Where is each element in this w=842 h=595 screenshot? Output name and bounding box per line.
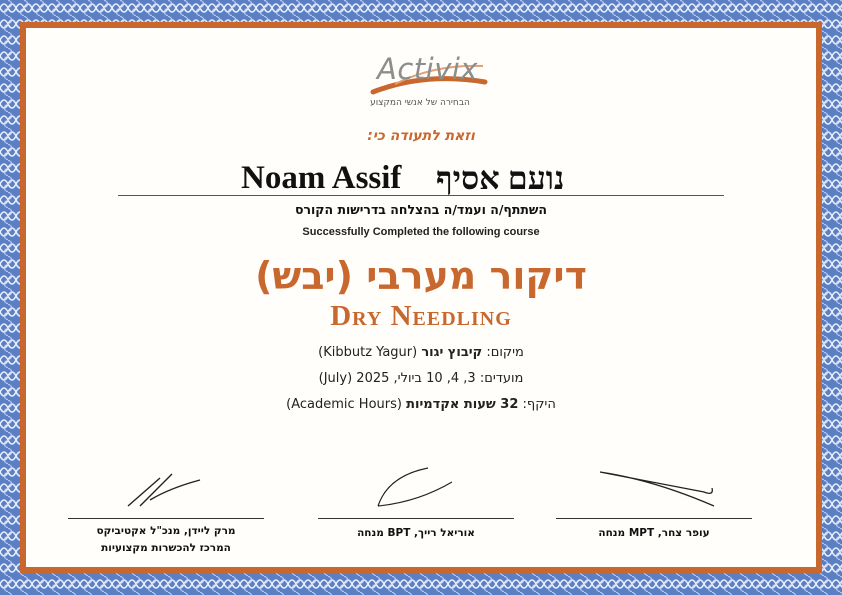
certificate-intro: וזאת לתעודה כי: (367, 128, 475, 144)
location-line (221, 345, 621, 360)
recipient-name-he: נועם אסיף (436, 160, 565, 196)
dates-line (221, 371, 621, 386)
dates-label: מועדים: (479, 371, 524, 386)
completion-text-he: השתתף/ה ועמד/ה בהצלחה בדרישות הקורס (294, 202, 547, 217)
dates-en: (July) (318, 371, 353, 386)
location-value: קיבוץ יגור (421, 345, 483, 360)
scope-value: 32 שעות אקדמיות (406, 397, 519, 412)
course-title-en: Dry Needling (330, 300, 512, 332)
logo-tagline: הבחירה של אנשי המקצוע (370, 98, 470, 108)
scope-en: (Academic Hours) (286, 397, 402, 412)
signatory-1-title: המרכז להכשרות מקצועיות (101, 542, 231, 554)
signature-3-line (556, 518, 752, 519)
recipient-name-en: Noam Assif (241, 160, 402, 196)
scope-line (221, 397, 621, 412)
signatory-3-name: עופר צחר, MPT מנחה (598, 527, 710, 539)
signature-2-line (318, 518, 514, 519)
signature-2-icon (368, 462, 458, 512)
logo-wordmark: Activix (377, 52, 479, 86)
signatory-1-name: מרק ליידן, מנכ"ל אקטיביקס (96, 525, 236, 537)
completion-text-en: Successfully Completed the following course (302, 226, 540, 238)
course-title-he: דיקור מערבי (יבש) (255, 254, 587, 298)
location-en: (Kibbutz Yagur) (318, 345, 418, 360)
name-underline (118, 195, 724, 196)
recipient-name (118, 160, 724, 196)
signatory-2-name: אוריאל רייך, BPT מנחה (357, 527, 475, 539)
signature-1-icon (120, 470, 210, 512)
signature-1-line (68, 518, 264, 519)
location-label: מיקום: (486, 345, 524, 360)
scope-label: היקף: (522, 397, 556, 412)
signature-3-icon (594, 462, 724, 512)
dates-value: 3, 4, 10 ביולי, 2025 (356, 371, 476, 386)
